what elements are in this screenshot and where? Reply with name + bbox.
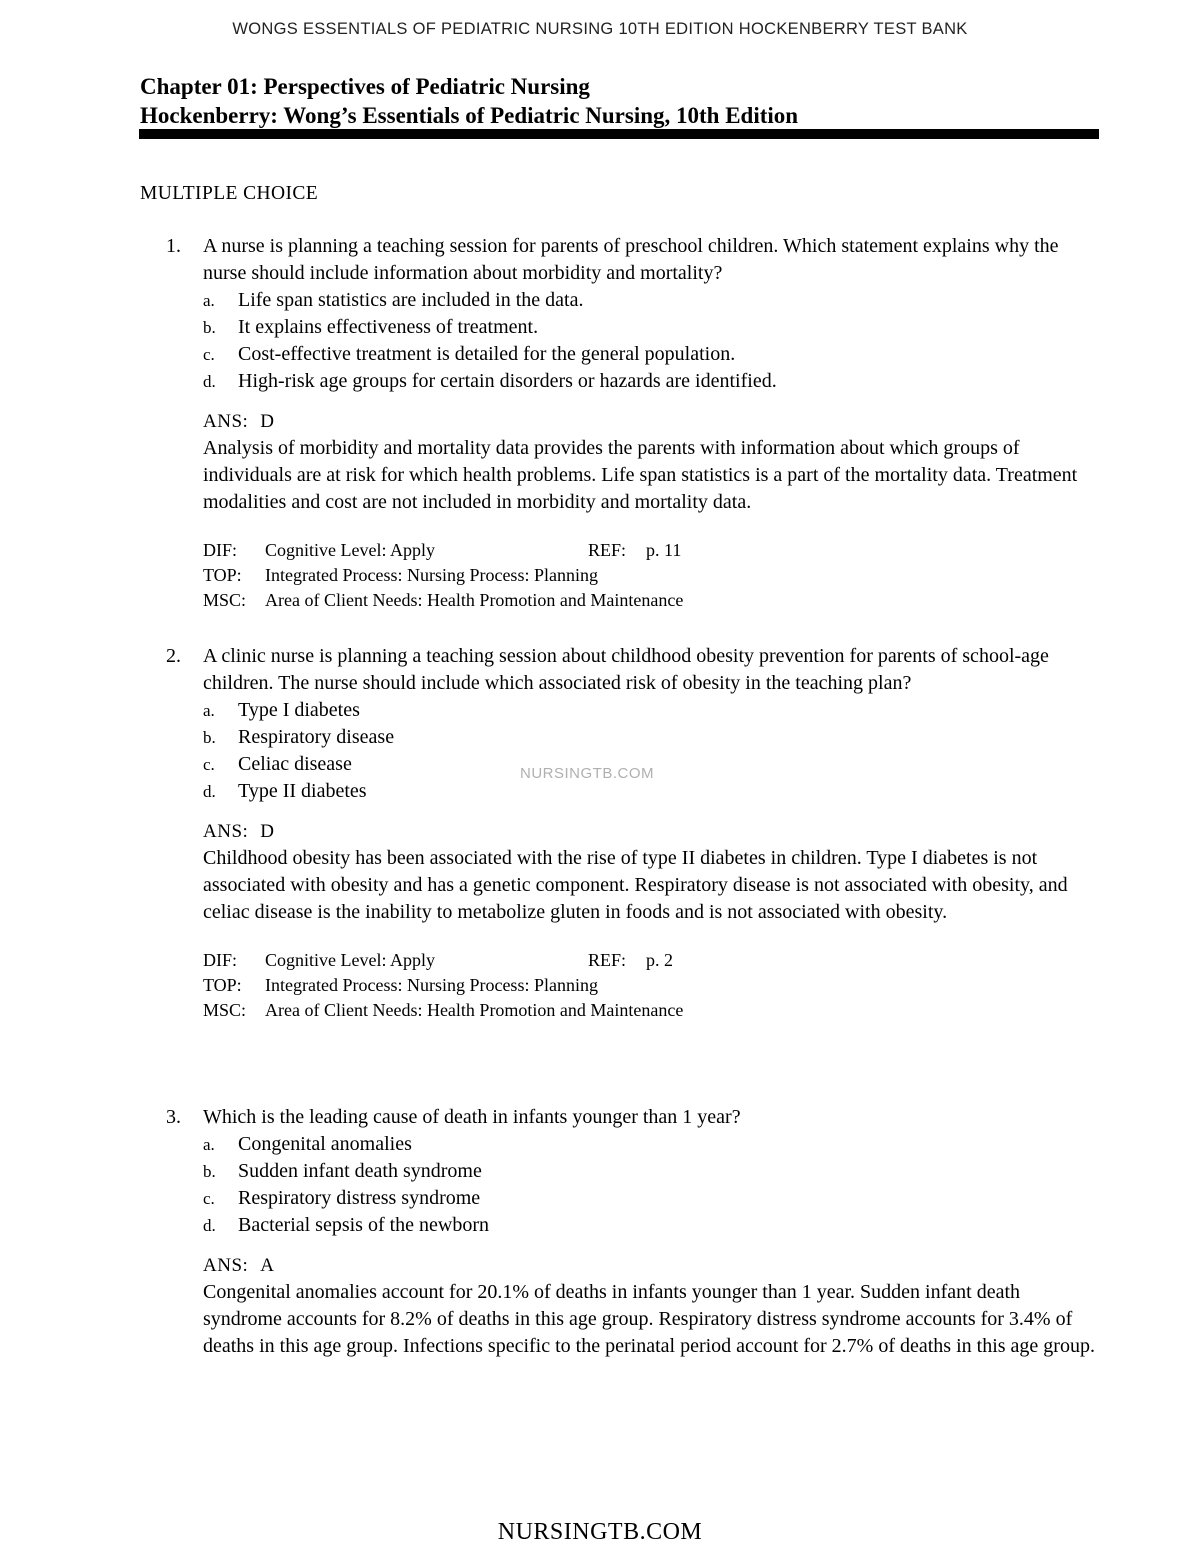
ref-cell: [588, 948, 673, 973]
answer-letter: A: [260, 1255, 275, 1276]
dif-value: Cognitive Level: Apply: [265, 540, 435, 560]
question-stem: [140, 643, 1100, 697]
top-value: Integrated Process: Nursing Process: Planning: [265, 565, 598, 585]
question-metadata: [140, 948, 1100, 1023]
option-text: Cost-effective treatment is detailed for the general population.: [238, 343, 736, 365]
option-c: [140, 341, 1100, 368]
answer-line: [203, 1252, 1100, 1279]
option-d: [140, 1212, 1100, 1239]
option-letter: c.: [203, 755, 215, 774]
option-text: Type II diabetes: [238, 780, 367, 802]
answer-block: [140, 1252, 1100, 1360]
option-a: [140, 1131, 1100, 1158]
rationale: Congenital anomalies account for 20.1% of deaths in infants younger than 1 year. Sudden infant death syndrome accounts for 8.2% of deaths in this age group. Respiratory distress syndrome accounts for 3.4% of deaths in this age group. Infections specific to the perinatal period account for 2.7% of deaths in this age group.: [203, 1281, 1095, 1357]
option-text: It explains effectiveness of treatment.: [238, 316, 539, 338]
msc-value: Area of Client Needs: Health Promotion and Maintenance: [265, 1000, 684, 1020]
question-number: 2.: [166, 645, 181, 667]
question-3: [140, 1104, 1100, 1360]
option-letter: c.: [203, 1189, 215, 1208]
question-number: 3.: [166, 1106, 181, 1128]
option-b: [140, 314, 1100, 341]
footer-brand: NURSINGTB.COM: [497, 1519, 703, 1545]
option-d: [140, 778, 1100, 805]
msc-label: MSC:: [203, 1000, 247, 1020]
section-heading: MULTIPLE CHOICE: [140, 183, 319, 204]
option-text: Respiratory distress syndrome: [238, 1187, 481, 1209]
option-d: [140, 368, 1100, 395]
page-banner: WONGS ESSENTIALS OF PEDIATRIC NURSING 10TH EDITION HOCKENBERRY TEST BANK: [232, 20, 968, 38]
ref-value: p. 2: [646, 950, 673, 970]
option-text: Congenital anomalies: [238, 1133, 412, 1155]
option-letter: a.: [203, 701, 215, 720]
top-row: [203, 973, 1100, 998]
dif-label: DIF:: [203, 540, 238, 560]
option-text: High-risk age groups for certain disorders or hazards are identified.: [238, 370, 777, 392]
answer-options: [140, 1131, 1100, 1239]
answer-block: [140, 408, 1100, 516]
question-text: A clinic nurse is planning a teaching session about childhood obesity prevention for parents of school-age children. The nurse should include which associated risk of obesity in the teaching plan?: [203, 645, 1049, 694]
ref-cell: [588, 538, 681, 563]
option-letter: a.: [203, 1135, 215, 1154]
answer-label: ANS:: [203, 1255, 249, 1276]
dif-row: [203, 948, 1100, 973]
ref-value: p. 11: [646, 540, 682, 560]
top-label: TOP:: [203, 565, 242, 585]
msc-row: [203, 998, 1100, 1023]
question-2: [140, 643, 1100, 1023]
option-letter: d.: [203, 782, 216, 801]
answer-options: [140, 287, 1100, 395]
rationale: Analysis of morbidity and mortality data provides the parents with information about which groups of individuals are at risk for which health problems. Life span statistics is a part of the mortality data. Treatment modalities and cost are not included in morbidity and mortality data.: [203, 437, 1078, 513]
answer-label: ANS:: [203, 411, 249, 432]
msc-value: Area of Client Needs: Health Promotion and Maintenance: [265, 590, 684, 610]
question-stem: [140, 1104, 1100, 1131]
option-text: Type I diabetes: [238, 699, 360, 721]
option-letter: d.: [203, 1216, 216, 1235]
option-a: [140, 287, 1100, 314]
option-b: [140, 724, 1100, 751]
option-letter: b.: [203, 1162, 216, 1181]
option-text: Respiratory disease: [238, 726, 395, 748]
option-b: [140, 1158, 1100, 1185]
option-text: Sudden infant death syndrome: [238, 1160, 482, 1182]
rationale: Childhood obesity has been associated with the rise of type II diabetes in children. Type I diabetes is not associated with obesity and has a genetic component. Respiratory disease is not associated with obesity, and celiac disease is the inability to metabolize gluten in foods and is not associated with obesity.: [203, 847, 1068, 923]
option-letter: b.: [203, 318, 216, 337]
option-text: Bacterial sepsis of the newborn: [238, 1214, 490, 1236]
answer-letter: D: [260, 821, 275, 842]
option-text: Life span statistics are included in the data.: [238, 289, 584, 311]
option-letter: c.: [203, 345, 215, 364]
dif-label: DIF:: [203, 950, 238, 970]
top-label: TOP:: [203, 975, 242, 995]
dif-value: Cognitive Level: Apply: [265, 950, 435, 970]
answer-options: [140, 697, 1100, 805]
answer-letter: D: [260, 411, 275, 432]
dif-row: [203, 538, 1100, 563]
msc-row: [203, 588, 1100, 613]
question-text: A nurse is planning a teaching session for parents of preschool children. Which statement explains why the nurse should include information about morbidity and mortality?: [203, 235, 1059, 284]
option-c: [140, 1185, 1100, 1212]
book-title: Hockenberry: Wong’s Essentials of Pediatric Nursing, 10th Edition: [140, 103, 799, 128]
top-value: Integrated Process: Nursing Process: Planning: [265, 975, 598, 995]
option-letter: b.: [203, 728, 216, 747]
answer-label: ANS:: [203, 821, 249, 842]
option-letter: a.: [203, 291, 215, 310]
watermark: NURSINGTB.COM: [520, 765, 654, 782]
option-letter: d.: [203, 372, 216, 391]
top-row: [203, 563, 1100, 588]
chapter-title: Chapter 01: Perspectives of Pediatric Nursing: [140, 74, 590, 99]
question-1: [140, 233, 1100, 613]
question-text: Which is the leading cause of death in infants younger than 1 year?: [203, 1106, 741, 1128]
question-number: 1.: [166, 235, 181, 257]
question-metadata: [140, 538, 1100, 613]
option-text: Celiac disease: [238, 753, 352, 775]
question-stem: [140, 233, 1100, 287]
ref-label: REF:: [588, 950, 627, 970]
answer-block: [140, 818, 1100, 926]
msc-label: MSC:: [203, 590, 247, 610]
answer-line: [203, 818, 1100, 845]
option-a: [140, 697, 1100, 724]
ref-label: REF:: [588, 540, 627, 560]
heading-rule: [139, 129, 1099, 139]
answer-line: [203, 408, 1100, 435]
